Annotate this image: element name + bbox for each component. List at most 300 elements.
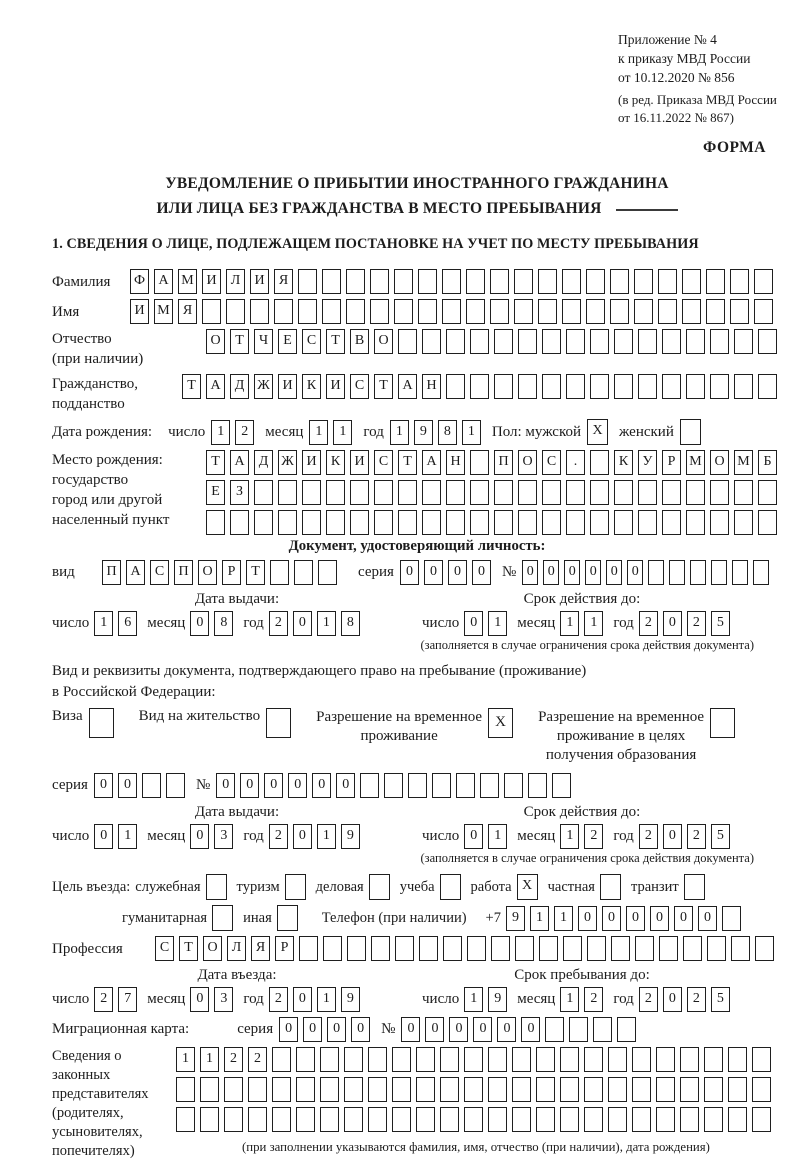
char-box[interactable] bbox=[370, 299, 389, 324]
char-box[interactable]: 8 bbox=[341, 611, 360, 636]
char-box[interactable] bbox=[584, 1077, 603, 1102]
char-box[interactable] bbox=[254, 510, 273, 535]
char-box[interactable]: 0 bbox=[401, 1017, 420, 1042]
char-box[interactable]: 1 bbox=[317, 987, 336, 1012]
char-box[interactable] bbox=[518, 480, 537, 505]
char-box[interactable] bbox=[662, 480, 681, 505]
char-box[interactable] bbox=[658, 299, 677, 324]
char-box[interactable] bbox=[285, 874, 306, 900]
char-box[interactable] bbox=[299, 936, 318, 961]
char-box[interactable] bbox=[566, 510, 585, 535]
char-box[interactable]: Н bbox=[422, 374, 441, 399]
char-box[interactable]: Т bbox=[182, 374, 201, 399]
char-box[interactable]: 0 bbox=[293, 824, 312, 849]
char-box[interactable] bbox=[302, 510, 321, 535]
char-box[interactable] bbox=[662, 329, 681, 354]
char-box[interactable] bbox=[320, 1047, 339, 1072]
char-box[interactable] bbox=[734, 510, 753, 535]
char-box[interactable] bbox=[440, 1107, 459, 1132]
char-box[interactable] bbox=[442, 269, 461, 294]
char-box[interactable]: 5 bbox=[711, 987, 730, 1012]
char-box[interactable] bbox=[562, 269, 581, 294]
char-box[interactable]: И bbox=[350, 450, 369, 475]
char-box[interactable] bbox=[515, 936, 534, 961]
char-box[interactable] bbox=[360, 773, 379, 798]
char-box[interactable]: 0 bbox=[327, 1017, 346, 1042]
char-box[interactable] bbox=[704, 1077, 723, 1102]
char-box[interactable] bbox=[680, 1077, 699, 1102]
char-box[interactable]: С bbox=[155, 936, 174, 961]
char-box[interactable] bbox=[683, 936, 702, 961]
char-box[interactable] bbox=[684, 874, 705, 900]
char-box[interactable] bbox=[682, 269, 701, 294]
char-box[interactable] bbox=[706, 299, 725, 324]
char-box[interactable] bbox=[704, 1047, 723, 1072]
char-box[interactable]: 2 bbox=[687, 824, 706, 849]
char-box[interactable]: 2 bbox=[584, 824, 603, 849]
char-box[interactable]: 7 bbox=[118, 987, 137, 1012]
char-box[interactable] bbox=[730, 269, 749, 294]
char-box[interactable]: 8 bbox=[438, 420, 457, 445]
char-box[interactable] bbox=[656, 1077, 675, 1102]
char-box[interactable]: И bbox=[250, 269, 269, 294]
char-box[interactable]: С bbox=[150, 560, 169, 585]
char-box[interactable] bbox=[294, 560, 313, 585]
char-box[interactable]: 8 bbox=[214, 611, 233, 636]
char-box[interactable]: 1 bbox=[554, 906, 573, 931]
char-box[interactable]: 1 bbox=[390, 420, 409, 445]
char-box[interactable] bbox=[542, 329, 561, 354]
char-box[interactable]: 9 bbox=[341, 987, 360, 1012]
char-box[interactable] bbox=[686, 329, 705, 354]
char-box[interactable]: 1 bbox=[560, 824, 579, 849]
char-box[interactable]: 0 bbox=[650, 906, 669, 931]
char-box[interactable]: 2 bbox=[687, 987, 706, 1012]
char-box[interactable]: 1 bbox=[560, 987, 579, 1012]
char-box[interactable] bbox=[408, 773, 427, 798]
char-box[interactable] bbox=[552, 773, 571, 798]
char-box[interactable]: 0 bbox=[663, 987, 682, 1012]
char-box[interactable]: И bbox=[326, 374, 345, 399]
char-box[interactable] bbox=[398, 329, 417, 354]
char-box[interactable]: 0 bbox=[351, 1017, 370, 1042]
char-box[interactable]: 3 bbox=[214, 824, 233, 849]
char-box[interactable]: 2 bbox=[269, 824, 288, 849]
char-box[interactable]: 2 bbox=[269, 611, 288, 636]
char-box[interactable]: П bbox=[494, 450, 513, 475]
char-box[interactable]: 0 bbox=[94, 824, 113, 849]
char-box[interactable] bbox=[298, 269, 317, 294]
char-box[interactable] bbox=[302, 480, 321, 505]
char-box[interactable] bbox=[212, 905, 233, 931]
char-box[interactable]: А bbox=[422, 450, 441, 475]
char-box[interactable] bbox=[711, 560, 727, 585]
char-box[interactable] bbox=[494, 329, 513, 354]
char-box[interactable]: В bbox=[350, 329, 369, 354]
char-box[interactable] bbox=[374, 480, 393, 505]
char-box[interactable] bbox=[274, 299, 293, 324]
char-box[interactable]: 0 bbox=[521, 1017, 540, 1042]
char-box[interactable]: 9 bbox=[414, 420, 433, 445]
char-box[interactable]: 1 bbox=[530, 906, 549, 931]
char-box[interactable]: С bbox=[302, 329, 321, 354]
char-box[interactable] bbox=[732, 560, 748, 585]
char-box[interactable] bbox=[638, 480, 657, 505]
char-box[interactable] bbox=[370, 269, 389, 294]
char-box[interactable] bbox=[656, 1107, 675, 1132]
char-box[interactable] bbox=[206, 874, 227, 900]
char-box[interactable]: Б bbox=[758, 450, 777, 475]
char-box[interactable]: 0 bbox=[424, 560, 443, 585]
char-box[interactable]: Ф bbox=[130, 269, 149, 294]
char-box[interactable] bbox=[680, 419, 701, 445]
char-box[interactable]: Т bbox=[374, 374, 393, 399]
char-box[interactable] bbox=[753, 560, 769, 585]
char-box[interactable]: 2 bbox=[94, 987, 113, 1012]
char-box[interactable] bbox=[707, 936, 726, 961]
char-box[interactable] bbox=[590, 480, 609, 505]
char-box[interactable] bbox=[658, 269, 677, 294]
char-box[interactable]: 0 bbox=[240, 773, 259, 798]
char-box[interactable] bbox=[587, 936, 606, 961]
char-box[interactable] bbox=[528, 773, 547, 798]
char-box[interactable]: 2 bbox=[248, 1047, 267, 1072]
char-box[interactable]: 0 bbox=[118, 773, 137, 798]
char-box[interactable]: Д bbox=[230, 374, 249, 399]
char-box[interactable] bbox=[277, 905, 298, 931]
char-box[interactable] bbox=[614, 480, 633, 505]
char-box[interactable] bbox=[488, 1047, 507, 1072]
char-box[interactable] bbox=[608, 1077, 627, 1102]
char-box[interactable] bbox=[272, 1077, 291, 1102]
char-box[interactable] bbox=[494, 510, 513, 535]
char-box[interactable]: Л bbox=[227, 936, 246, 961]
char-box[interactable] bbox=[344, 1077, 363, 1102]
char-box[interactable] bbox=[490, 299, 509, 324]
char-box[interactable]: 0 bbox=[94, 773, 113, 798]
char-box[interactable]: М bbox=[178, 269, 197, 294]
char-box[interactable] bbox=[422, 510, 441, 535]
char-box[interactable] bbox=[488, 1077, 507, 1102]
char-box[interactable]: 0 bbox=[449, 1017, 468, 1042]
char-box[interactable] bbox=[224, 1077, 243, 1102]
char-box[interactable]: И bbox=[278, 374, 297, 399]
char-box[interactable]: П bbox=[174, 560, 193, 585]
char-box[interactable] bbox=[632, 1047, 651, 1072]
char-box[interactable]: 2 bbox=[639, 824, 658, 849]
char-box[interactable] bbox=[248, 1107, 267, 1132]
char-box[interactable] bbox=[446, 480, 465, 505]
char-box[interactable]: Н bbox=[446, 450, 465, 475]
char-box[interactable]: 0 bbox=[564, 560, 580, 585]
char-box[interactable] bbox=[593, 1017, 612, 1042]
char-box[interactable] bbox=[590, 510, 609, 535]
char-box[interactable] bbox=[728, 1107, 747, 1132]
char-box[interactable] bbox=[608, 1107, 627, 1132]
char-box[interactable] bbox=[758, 374, 777, 399]
char-box[interactable]: Е bbox=[206, 480, 225, 505]
char-box[interactable] bbox=[464, 1077, 483, 1102]
char-box[interactable]: X bbox=[517, 874, 538, 900]
char-box[interactable]: 1 bbox=[309, 420, 328, 445]
char-box[interactable] bbox=[734, 329, 753, 354]
char-box[interactable]: М bbox=[686, 450, 705, 475]
char-box[interactable] bbox=[754, 269, 773, 294]
char-box[interactable] bbox=[734, 374, 753, 399]
char-box[interactable] bbox=[467, 936, 486, 961]
char-box[interactable] bbox=[600, 874, 621, 900]
char-box[interactable]: 0 bbox=[190, 824, 209, 849]
char-box[interactable] bbox=[634, 269, 653, 294]
char-box[interactable] bbox=[608, 1047, 627, 1072]
char-box[interactable]: 1 bbox=[584, 611, 603, 636]
char-box[interactable] bbox=[590, 329, 609, 354]
char-box[interactable]: И bbox=[130, 299, 149, 324]
char-box[interactable] bbox=[758, 510, 777, 535]
char-box[interactable] bbox=[416, 1047, 435, 1072]
char-box[interactable]: 9 bbox=[506, 906, 525, 931]
char-box[interactable] bbox=[419, 936, 438, 961]
char-box[interactable] bbox=[89, 708, 114, 738]
char-box[interactable] bbox=[392, 1107, 411, 1132]
char-box[interactable] bbox=[560, 1107, 579, 1132]
char-box[interactable] bbox=[206, 510, 225, 535]
char-box[interactable] bbox=[611, 936, 630, 961]
char-box[interactable] bbox=[566, 329, 585, 354]
char-box[interactable] bbox=[590, 374, 609, 399]
char-box[interactable]: Р bbox=[222, 560, 241, 585]
char-box[interactable]: 2 bbox=[639, 611, 658, 636]
char-box[interactable] bbox=[722, 906, 741, 931]
char-box[interactable]: 0 bbox=[522, 560, 538, 585]
char-box[interactable] bbox=[326, 510, 345, 535]
char-box[interactable] bbox=[638, 510, 657, 535]
char-box[interactable] bbox=[466, 269, 485, 294]
char-box[interactable] bbox=[710, 510, 729, 535]
char-box[interactable] bbox=[418, 269, 437, 294]
char-box[interactable]: З bbox=[230, 480, 249, 505]
char-box[interactable]: 1 bbox=[118, 824, 137, 849]
char-box[interactable]: И bbox=[202, 269, 221, 294]
char-box[interactable]: 2 bbox=[639, 987, 658, 1012]
char-box[interactable] bbox=[394, 299, 413, 324]
char-box[interactable] bbox=[680, 1107, 699, 1132]
char-box[interactable]: Т bbox=[230, 329, 249, 354]
char-box[interactable]: 1 bbox=[211, 420, 230, 445]
char-box[interactable] bbox=[346, 269, 365, 294]
char-box[interactable] bbox=[398, 480, 417, 505]
char-box[interactable] bbox=[323, 936, 342, 961]
char-box[interactable] bbox=[752, 1107, 771, 1132]
char-box[interactable]: 0 bbox=[190, 987, 209, 1012]
char-box[interactable]: 1 bbox=[317, 824, 336, 849]
char-box[interactable] bbox=[320, 1077, 339, 1102]
char-box[interactable]: И bbox=[302, 450, 321, 475]
char-box[interactable]: 0 bbox=[627, 560, 643, 585]
char-box[interactable] bbox=[470, 480, 489, 505]
char-box[interactable] bbox=[296, 1107, 315, 1132]
char-box[interactable]: 6 bbox=[118, 611, 137, 636]
char-box[interactable] bbox=[734, 480, 753, 505]
char-box[interactable] bbox=[512, 1107, 531, 1132]
char-box[interactable] bbox=[758, 480, 777, 505]
char-box[interactable] bbox=[610, 269, 629, 294]
char-box[interactable]: Я bbox=[274, 269, 293, 294]
char-box[interactable]: Л bbox=[226, 269, 245, 294]
char-box[interactable] bbox=[395, 936, 414, 961]
char-box[interactable] bbox=[710, 708, 735, 738]
char-box[interactable]: О bbox=[518, 450, 537, 475]
char-box[interactable]: 0 bbox=[464, 824, 483, 849]
char-box[interactable] bbox=[560, 1077, 579, 1102]
char-box[interactable] bbox=[680, 1047, 699, 1072]
char-box[interactable] bbox=[662, 510, 681, 535]
char-box[interactable]: 0 bbox=[448, 560, 467, 585]
char-box[interactable] bbox=[200, 1077, 219, 1102]
char-box[interactable] bbox=[542, 374, 561, 399]
char-box[interactable] bbox=[584, 1107, 603, 1132]
char-box[interactable]: Я bbox=[178, 299, 197, 324]
char-box[interactable] bbox=[632, 1107, 651, 1132]
char-box[interactable] bbox=[443, 936, 462, 961]
char-box[interactable] bbox=[518, 510, 537, 535]
char-box[interactable] bbox=[632, 1077, 651, 1102]
char-box[interactable] bbox=[394, 269, 413, 294]
char-box[interactable]: 2 bbox=[224, 1047, 243, 1072]
char-box[interactable] bbox=[586, 299, 605, 324]
char-box[interactable] bbox=[440, 1047, 459, 1072]
char-box[interactable]: 1 bbox=[317, 611, 336, 636]
char-box[interactable]: 0 bbox=[663, 611, 682, 636]
char-box[interactable] bbox=[278, 480, 297, 505]
char-box[interactable]: 0 bbox=[425, 1017, 444, 1042]
char-box[interactable] bbox=[470, 374, 489, 399]
char-box[interactable] bbox=[250, 299, 269, 324]
char-box[interactable] bbox=[416, 1107, 435, 1132]
char-box[interactable] bbox=[176, 1077, 195, 1102]
char-box[interactable]: 2 bbox=[269, 987, 288, 1012]
char-box[interactable] bbox=[512, 1077, 531, 1102]
char-box[interactable] bbox=[686, 374, 705, 399]
char-box[interactable] bbox=[728, 1077, 747, 1102]
char-box[interactable]: К bbox=[326, 450, 345, 475]
char-box[interactable] bbox=[635, 936, 654, 961]
char-box[interactable]: 0 bbox=[606, 560, 622, 585]
char-box[interactable]: С bbox=[374, 450, 393, 475]
char-box[interactable] bbox=[514, 299, 533, 324]
char-box[interactable] bbox=[418, 299, 437, 324]
char-box[interactable]: О bbox=[374, 329, 393, 354]
char-box[interactable]: О bbox=[206, 329, 225, 354]
char-box[interactable] bbox=[704, 1107, 723, 1132]
char-box[interactable] bbox=[296, 1077, 315, 1102]
char-box[interactable] bbox=[318, 560, 337, 585]
char-box[interactable] bbox=[440, 874, 461, 900]
char-box[interactable] bbox=[226, 299, 245, 324]
char-box[interactable]: 0 bbox=[279, 1017, 298, 1042]
char-box[interactable] bbox=[504, 773, 523, 798]
char-box[interactable]: 0 bbox=[216, 773, 235, 798]
char-box[interactable] bbox=[166, 773, 185, 798]
char-box[interactable]: . bbox=[566, 450, 585, 475]
char-box[interactable] bbox=[755, 936, 774, 961]
char-box[interactable]: Т bbox=[206, 450, 225, 475]
char-box[interactable] bbox=[272, 1107, 291, 1132]
char-box[interactable]: 1 bbox=[488, 611, 507, 636]
char-box[interactable] bbox=[488, 1107, 507, 1132]
char-box[interactable] bbox=[752, 1047, 771, 1072]
char-box[interactable] bbox=[536, 1077, 555, 1102]
char-box[interactable] bbox=[563, 936, 582, 961]
char-box[interactable]: 5 bbox=[711, 824, 730, 849]
char-box[interactable]: Е bbox=[278, 329, 297, 354]
char-box[interactable] bbox=[384, 773, 403, 798]
char-box[interactable] bbox=[368, 1107, 387, 1132]
char-box[interactable]: М bbox=[154, 299, 173, 324]
char-box[interactable] bbox=[344, 1047, 363, 1072]
char-box[interactable]: 0 bbox=[303, 1017, 322, 1042]
char-box[interactable]: Р bbox=[275, 936, 294, 961]
char-box[interactable]: Т bbox=[398, 450, 417, 475]
char-box[interactable]: П bbox=[102, 560, 121, 585]
char-box[interactable] bbox=[176, 1107, 195, 1132]
char-box[interactable]: Т bbox=[326, 329, 345, 354]
char-box[interactable]: 0 bbox=[578, 906, 597, 931]
char-box[interactable] bbox=[374, 510, 393, 535]
char-box[interactable] bbox=[368, 1077, 387, 1102]
char-box[interactable] bbox=[296, 1047, 315, 1072]
char-box[interactable] bbox=[690, 560, 706, 585]
char-box[interactable]: Я bbox=[251, 936, 270, 961]
char-box[interactable] bbox=[254, 480, 273, 505]
char-box[interactable] bbox=[494, 374, 513, 399]
char-box[interactable]: 1 bbox=[94, 611, 113, 636]
char-box[interactable] bbox=[464, 1047, 483, 1072]
char-box[interactable]: Ж bbox=[254, 374, 273, 399]
char-box[interactable] bbox=[266, 708, 291, 738]
char-box[interactable] bbox=[480, 773, 499, 798]
char-box[interactable] bbox=[634, 299, 653, 324]
char-box[interactable]: А bbox=[154, 269, 173, 294]
char-box[interactable]: 0 bbox=[464, 611, 483, 636]
char-box[interactable] bbox=[392, 1047, 411, 1072]
char-box[interactable] bbox=[248, 1077, 267, 1102]
char-box[interactable] bbox=[392, 1077, 411, 1102]
char-box[interactable] bbox=[456, 773, 475, 798]
char-box[interactable] bbox=[710, 374, 729, 399]
char-box[interactable] bbox=[320, 1107, 339, 1132]
char-box[interactable] bbox=[659, 936, 678, 961]
char-box[interactable]: Ч bbox=[254, 329, 273, 354]
char-box[interactable] bbox=[545, 1017, 564, 1042]
char-box[interactable] bbox=[347, 936, 366, 961]
char-box[interactable] bbox=[542, 480, 561, 505]
char-box[interactable] bbox=[614, 329, 633, 354]
char-box[interactable]: 0 bbox=[472, 560, 491, 585]
char-box[interactable] bbox=[590, 450, 609, 475]
char-box[interactable]: А bbox=[126, 560, 145, 585]
char-box[interactable] bbox=[270, 560, 289, 585]
char-box[interactable] bbox=[610, 299, 629, 324]
char-box[interactable] bbox=[369, 874, 390, 900]
char-box[interactable] bbox=[566, 480, 585, 505]
char-box[interactable]: 1 bbox=[462, 420, 481, 445]
char-box[interactable]: Т bbox=[179, 936, 198, 961]
char-box[interactable] bbox=[326, 480, 345, 505]
char-box[interactable] bbox=[538, 299, 557, 324]
char-box[interactable] bbox=[446, 374, 465, 399]
char-box[interactable] bbox=[656, 1047, 675, 1072]
